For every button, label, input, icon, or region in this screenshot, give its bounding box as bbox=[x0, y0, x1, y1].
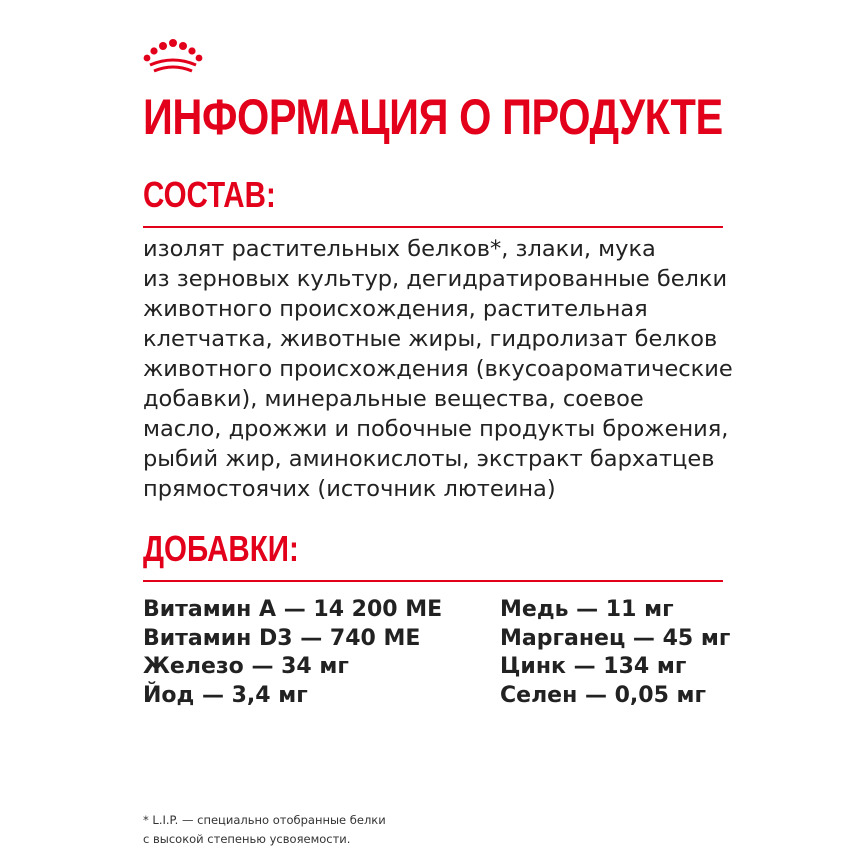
composition-line: прямостоячих (источник лютеина) bbox=[143, 476, 556, 502]
additive-item: Марганец — 45 мг bbox=[500, 625, 731, 651]
composition-divider bbox=[143, 226, 723, 228]
footnote-line: с высокой степенью усвояемости. bbox=[143, 832, 351, 846]
composition-heading: СОСТАВ: bbox=[143, 174, 276, 215]
crown-icon bbox=[140, 38, 206, 74]
additive-item: Витамин D3 — 740 МЕ bbox=[143, 625, 421, 651]
additives-left-column bbox=[143, 596, 442, 710]
composition-line: животного происхождения, растительная bbox=[143, 296, 648, 322]
composition-line: животного происхождения (вкусоароматические bbox=[143, 356, 733, 382]
additive-item: Селен — 0,05 мг bbox=[500, 682, 707, 708]
additive-item: Медь — 11 мг bbox=[500, 597, 674, 622]
footnote bbox=[143, 811, 386, 849]
additives-right-column bbox=[500, 596, 730, 710]
footnote-line: * L.I.P. — специально отобранные белки bbox=[143, 813, 386, 827]
composition-line: добавки), минеральные вещества, соевое bbox=[143, 386, 644, 412]
additives-divider bbox=[143, 580, 723, 582]
composition-line: масло, дрожжи и побочные продукты брожения, bbox=[143, 416, 729, 442]
page-title: ИНФОРМАЦИЯ О ПРОДУКТЕ bbox=[143, 89, 723, 145]
additive-item: Железо — 34 мг bbox=[143, 654, 349, 679]
additive-item: Йод — 3,4 мг bbox=[143, 682, 308, 708]
composition-line: из зерновых культур, дегидратированные белки bbox=[143, 266, 728, 292]
composition-line: изолят растительных белков*, злаки, мука bbox=[143, 236, 656, 262]
composition-line: рыбий жир, аминокислоты, экстракт бархатцев bbox=[143, 446, 715, 472]
additive-item: Цинк — 134 мг bbox=[500, 654, 687, 679]
composition-text bbox=[143, 234, 743, 504]
additives-heading: ДОБАВКИ: bbox=[143, 528, 299, 569]
composition-line: клетчатка, животные жиры, гидролизат белков bbox=[143, 326, 718, 352]
additive-item: Витамин А — 14 200 МЕ bbox=[143, 597, 443, 622]
